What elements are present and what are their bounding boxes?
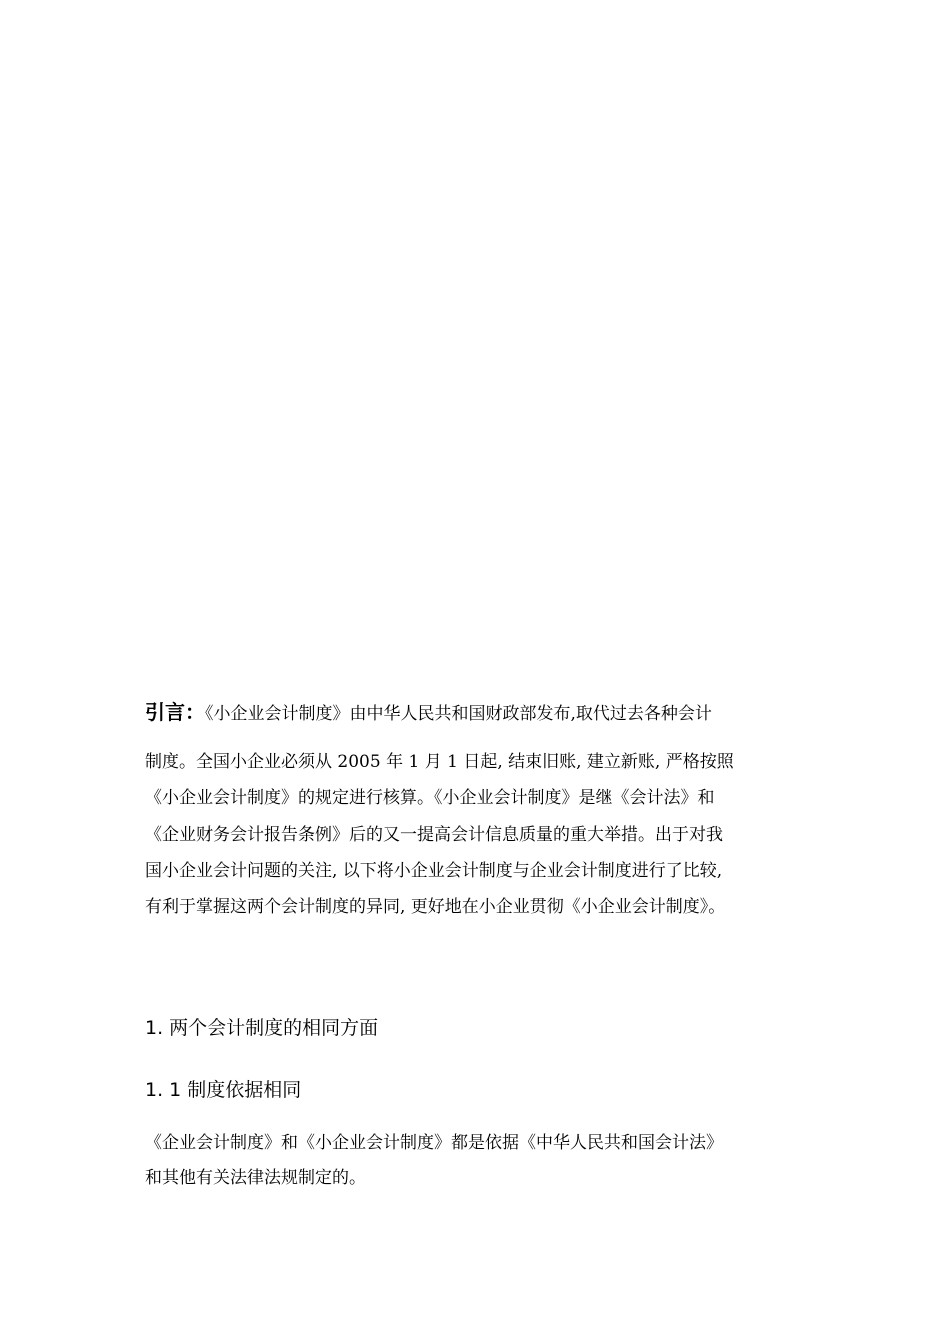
section-heading: 1. 两个会计制度的相同方面 <box>145 1017 379 1039</box>
intro-text-line: 《小企业会计制度》由中华人民共和国财政部发布,取代过去各种会计 <box>205 704 712 724</box>
intro-line-5: 国小企业会计问题的关注, 以下将小企业会计制度与企业会计制度进行了比较, <box>145 861 723 881</box>
intro-line-3: 《小企业会计制度》的规定进行核算。《小企业会计制度》是继《会计法》和 <box>145 788 715 808</box>
intro-line-2: 制度。全国小企业必须从 2005 年 1 月 1 日起, 结束旧账, 建立新账, 严格按照 <box>145 752 734 772</box>
subsection-text-line-2: 和其他有关法律法规制定的。 <box>145 1168 366 1188</box>
intro-line-6: 有利于掌握这两个会计制度的异同, 更好地在小企业贯彻《小企业会计制度》。 <box>145 897 726 917</box>
intro-line-1 <box>145 700 712 724</box>
subsection-heading: 1. 1 制度依据相同 <box>145 1079 302 1101</box>
intro-line-4: 《企业财务会计报告条例》后的又一提高会计信息质量的重大举措。出于对我 <box>145 825 723 845</box>
intro-label: 引言： <box>145 700 205 724</box>
subsection-text-line-1: 《企业会计制度》和《小企业会计制度》都是依据《中华人民共和国会计法》 <box>145 1133 723 1153</box>
